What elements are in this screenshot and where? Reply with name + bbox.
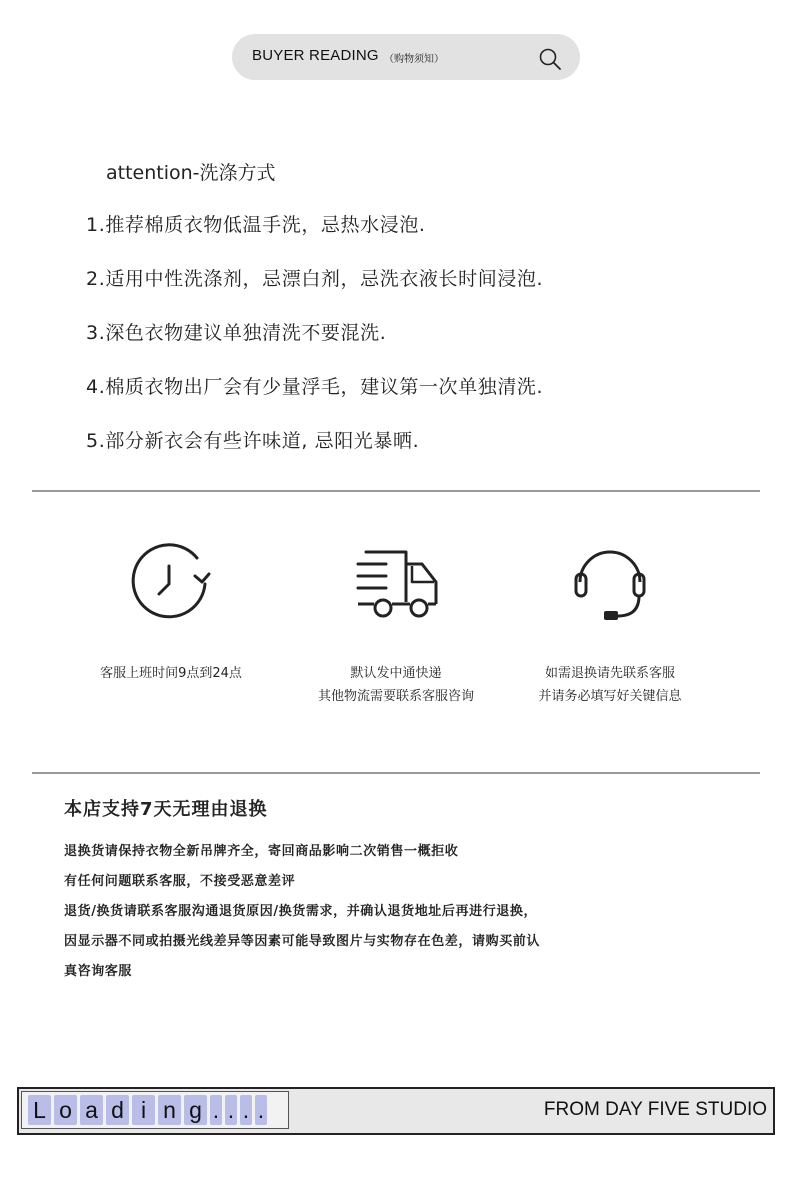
delivery-truck-icon xyxy=(348,540,444,624)
loading-char: d xyxy=(106,1095,129,1125)
headset-icon xyxy=(562,540,658,624)
section-divider xyxy=(32,490,760,492)
buyer-reading-subtitle: （购物须知） xyxy=(384,54,444,65)
service-delivery-text: 其他物流需要联系客服咨询 xyxy=(317,689,474,704)
search-bar[interactable] xyxy=(232,34,580,80)
service-support-text: 并请务必填写好关键信息 xyxy=(538,689,682,704)
return-policy-line: 真咨询客服 xyxy=(64,964,133,979)
service-working-hours xyxy=(61,540,281,685)
loading-char: o xyxy=(54,1095,77,1125)
loading-char: n xyxy=(158,1095,181,1125)
clock-icon xyxy=(123,540,219,624)
loading-char: . xyxy=(210,1095,222,1125)
service-delivery-text: 默认发中通快递 xyxy=(350,666,442,681)
service-delivery xyxy=(286,540,506,708)
attention-heading: attention-洗涤方式 xyxy=(106,162,276,184)
washing-instructions-list xyxy=(86,210,543,480)
loading-char: . xyxy=(225,1095,237,1125)
washing-instruction: 5.部分新衣会有些许味道, 忌阳光暴晒. xyxy=(86,430,420,452)
washing-instruction: 2.适用中性洗涤剂，忌漂白剂，忌洗衣液长时间浸泡. xyxy=(86,268,544,290)
studio-brand: FROM DAY FIVE STUDIO xyxy=(543,1099,767,1120)
return-policy-line: 因显示器不同或拍摄光线差异等因素可能导致图片与实物存在色差，请购买前认 xyxy=(64,934,541,949)
washing-instruction: 3.深色衣物建议单独清洗不要混洗. xyxy=(86,322,387,344)
buyer-reading-title: BUYER READING xyxy=(252,47,379,64)
service-support-text: 如需退换请先联系客服 xyxy=(544,666,675,681)
return-policy-line: 退货/换货请联系客服沟通退货原因/换货需求，并确认退货地址后再进行退换， xyxy=(64,904,538,919)
loading-char: a xyxy=(80,1095,103,1125)
service-hours-text: 客服上班时间9点到24点 xyxy=(100,666,242,681)
service-customer-support xyxy=(500,540,720,708)
return-policy-title: 本店支持7天无理由退换 xyxy=(64,799,268,820)
search-icon[interactable] xyxy=(538,47,562,71)
return-policy-line: 退换货请保持衣物全新吊牌齐全，寄回商品影响二次销售一概拒收 xyxy=(64,844,459,859)
return-policy-list xyxy=(64,840,540,990)
washing-instruction: 1.推荐棉质衣物低温手洗，忌热水浸泡. xyxy=(86,214,426,236)
loading-indicator xyxy=(21,1091,289,1129)
footer-bar xyxy=(17,1087,775,1135)
loading-char: . xyxy=(240,1095,252,1125)
loading-char: i xyxy=(132,1095,155,1125)
loading-char: g xyxy=(184,1095,207,1125)
loading-char: L xyxy=(28,1095,51,1125)
return-policy-line: 有任何问题联系客服，不接受恶意差评 xyxy=(64,874,296,889)
section-divider xyxy=(32,772,760,774)
washing-instruction: 4.棉质衣物出厂会有少量浮毛，建议第一次单独清洗. xyxy=(86,376,544,398)
loading-char: . xyxy=(255,1095,267,1125)
